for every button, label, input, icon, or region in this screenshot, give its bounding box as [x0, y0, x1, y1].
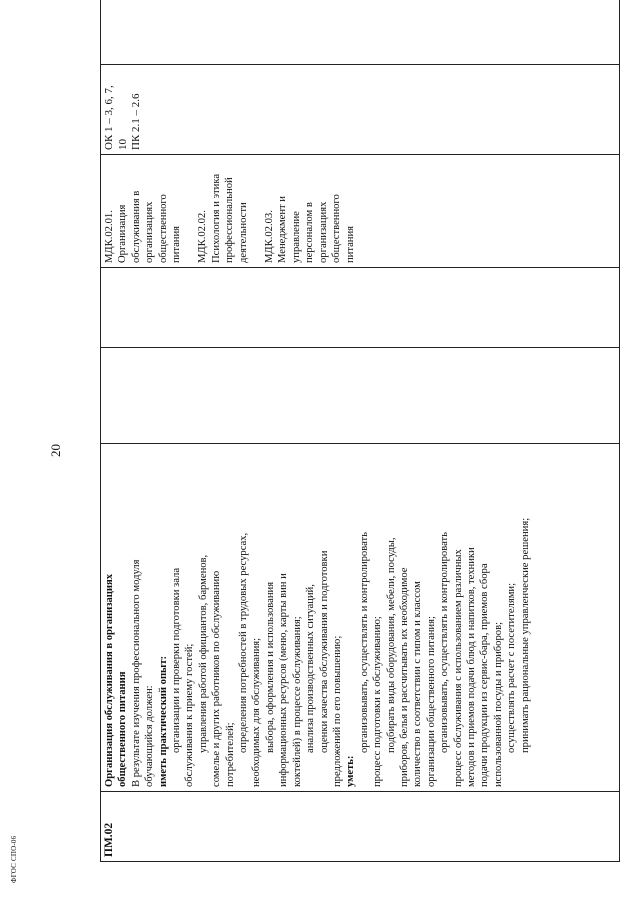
- content-line: методов и приемов подачи блюд и напитков, техники: [465, 547, 477, 787]
- content-line: управления работой официантов, барменов,: [197, 554, 209, 753]
- mdk-line: Организация: [117, 204, 129, 263]
- mdk-line: профессиональной: [224, 177, 236, 263]
- content-line: В результате изучения профессионального модуля: [130, 559, 142, 787]
- content-line: необходимых для обслуживания;: [251, 637, 263, 787]
- content-line: оценки качества обслуживания и подготовки: [318, 550, 330, 753]
- content-line: осуществлять расчет с посетителями;: [506, 582, 518, 753]
- mdk-line: питания: [344, 225, 356, 263]
- hours-class-cell: [101, 268, 620, 348]
- mdk-line: Психология и этика: [210, 173, 222, 263]
- content-line: информационных ресурсов (меню, карты вин и: [278, 573, 290, 787]
- mdk-line: персоналом в: [304, 202, 316, 263]
- content-line: анализа производственных ситуаций,: [305, 584, 317, 753]
- competency-line: ОК 1 – 3, 6, 7,: [103, 85, 115, 150]
- mdk-group: [196, 159, 250, 263]
- mdk-line: общественного: [331, 194, 343, 263]
- mdk-line: организациях: [144, 201, 156, 263]
- content-line: организовывать, осуществлять и контролировать: [358, 532, 370, 753]
- competencies-cell: [101, 65, 620, 155]
- mdk-line: МДК.02.02.: [197, 210, 209, 263]
- empty-cell: [101, 0, 620, 65]
- content-line: выбора, оформления и использования: [264, 581, 276, 753]
- content-line: коктейлей) в процессе обслуживания;: [291, 616, 303, 787]
- mdk-line: общественного: [157, 194, 169, 263]
- content-line: уметь:: [345, 755, 357, 787]
- content-line: определения потребностей в трудовых ресурсах,: [238, 532, 250, 753]
- content-line: подачи продукции из сервис-бара, приемов сбора: [479, 563, 491, 787]
- content-line: процесс обслуживания с использованием различных: [452, 549, 464, 787]
- hours-max-cell: [101, 348, 620, 444]
- mdk-group: [103, 159, 183, 263]
- mdk-line: деятельности: [237, 202, 249, 263]
- footer-code: ФГОС СПО-06: [10, 835, 18, 883]
- content-line: предложений по его повышению;: [331, 635, 343, 787]
- content-line: подбирать виды оборудования, мебели, посуды,: [385, 537, 397, 753]
- content-line: использованной посуды и приборов;: [492, 621, 504, 787]
- mdk-line: МДК.02.03.: [264, 210, 276, 263]
- content-line: процесс подготовки к обслуживанию;: [372, 616, 384, 787]
- content-line: обучающийся должен:: [144, 685, 156, 787]
- mdk-groups: [103, 159, 357, 263]
- content-line: принимать рациональные управленческие решения;: [519, 517, 531, 753]
- mdk-cell: [101, 155, 620, 268]
- content-line: сомелье и других работников по обслуживанию: [211, 570, 223, 787]
- mdk-line: обслуживания в: [130, 190, 142, 263]
- content-line: количество в соответствии с типом и классом: [412, 581, 424, 787]
- content-line: общественного питания: [117, 671, 129, 787]
- mdk-line: организациях: [317, 201, 329, 263]
- module-content: [101, 444, 620, 792]
- content-line: Организация обслуживания в организациях: [104, 573, 115, 787]
- content-line: организовывать, осуществлять и контролировать: [439, 532, 451, 753]
- content-line: организации общественного питания;: [425, 616, 437, 787]
- page-number: 20: [48, 444, 63, 457]
- mdk-line: управление: [290, 211, 302, 263]
- mdk-line: Менеджмент и: [277, 196, 289, 263]
- content-line: обслуживания к приему гостей;: [184, 643, 196, 787]
- mdk-line: МДК.02.01.: [104, 210, 115, 263]
- table-row: [101, 0, 620, 862]
- mdk-line: питания: [171, 225, 183, 263]
- content-line: организации и проверки подготовки зала: [171, 567, 183, 753]
- content-lines: [103, 448, 532, 787]
- content-line: приборов, белья и рассчитывать их необходимое: [398, 567, 410, 787]
- content-line: потребителей;: [224, 722, 236, 787]
- competencies-lines: [103, 69, 144, 150]
- competency-line: ПК 2.1 – 2.6: [130, 93, 143, 150]
- curriculum-table: [100, 0, 620, 862]
- content-line: иметь практический опыт:: [157, 655, 169, 787]
- module-code: ПМ.02: [101, 792, 620, 862]
- mdk-group: [263, 159, 357, 263]
- competency-line: 10: [116, 139, 129, 150]
